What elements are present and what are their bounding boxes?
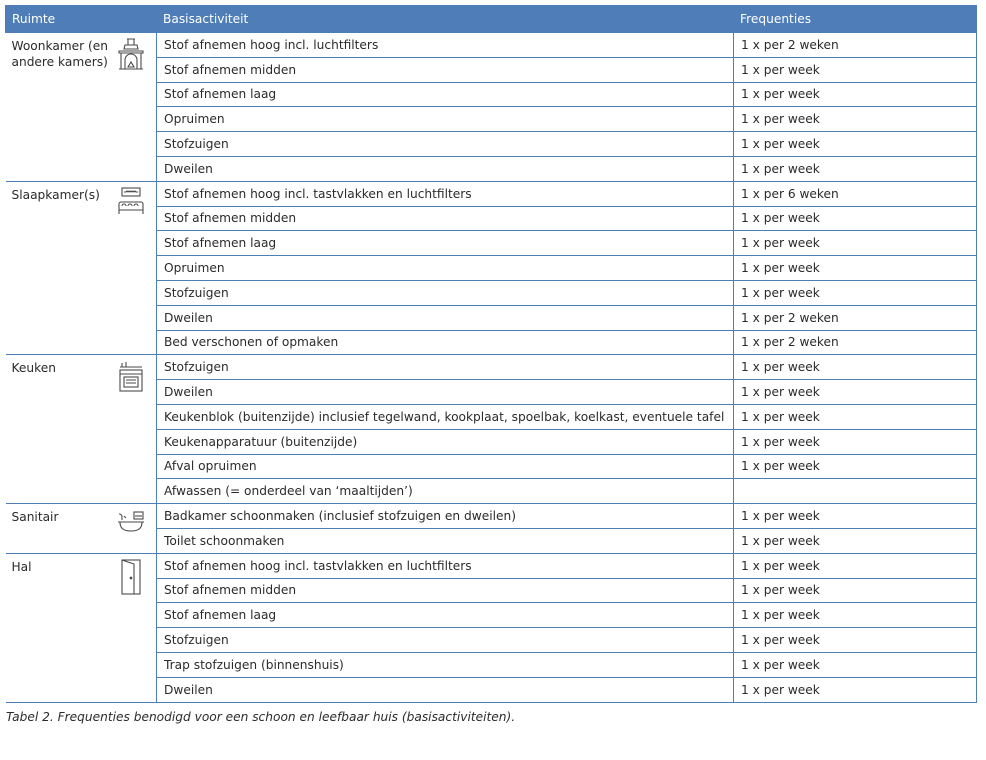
room-cell	[6, 553, 157, 702]
activity-cell: Toilet schoonmaken	[157, 528, 734, 553]
room-cell	[6, 504, 157, 554]
activity-cell: Dweilen	[157, 305, 734, 330]
table-header	[6, 6, 977, 33]
activity-cell: Stof afnemen laag	[157, 603, 734, 628]
frequency-cell: 1 x per week	[734, 206, 977, 231]
frequency-cell: 1 x per 6 weken	[734, 181, 977, 206]
activity-cell: Stof afnemen midden	[157, 57, 734, 82]
table-container	[5, 5, 976, 724]
frequency-cell: 1 x per week	[734, 528, 977, 553]
room-name: Hal	[11, 559, 32, 574]
frequency-cell: 1 x per week	[734, 57, 977, 82]
frequency-cell: 1 x per week	[734, 82, 977, 107]
frequency-cell: 1 x per week	[734, 355, 977, 380]
activity-cell: Dweilen	[157, 677, 734, 702]
door-icon	[116, 558, 146, 599]
frequency-cell: 1 x per week	[734, 132, 977, 157]
table-row	[6, 181, 977, 206]
activity-cell: Stof afnemen midden	[157, 578, 734, 603]
frequency-cell: 1 x per week	[734, 677, 977, 702]
room-name: Sanitair	[11, 510, 59, 525]
activity-cell: Afwassen (= onderdeel van ‘maaltijden’)	[157, 479, 734, 504]
activity-cell: Stofzuigen	[157, 280, 734, 305]
frequency-cell: 1 x per week	[734, 380, 977, 405]
frequency-cell: 1 x per week	[734, 553, 977, 578]
fireplace-icon	[116, 37, 146, 74]
stove-icon	[116, 359, 146, 396]
frequency-cell: 1 x per week	[734, 429, 977, 454]
frequency-cell: 1 x per week	[734, 504, 977, 529]
frequency-cell: 1 x per week	[734, 156, 977, 181]
room-cell	[6, 355, 157, 504]
frequency-cell: 1 x per week	[734, 652, 977, 677]
activity-cell: Keukenblok (buitenzijde) inclusief tegelwand, kookplaat, spoelbak, koelkast, eventuele tafel	[157, 404, 734, 429]
frequency-cell: 1 x per week	[734, 280, 977, 305]
activity-cell: Stof afnemen hoog incl. tastvlakken en luchtfilters	[157, 181, 734, 206]
frequency-cell: 1 x per 2 weken	[734, 305, 977, 330]
frequency-table	[5, 5, 977, 703]
activity-cell: Dweilen	[157, 380, 734, 405]
frequency-cell	[734, 479, 977, 504]
frequency-cell: 1 x per 2 weken	[734, 330, 977, 355]
activity-cell: Stofzuigen	[157, 355, 734, 380]
room-cell	[6, 33, 157, 182]
activity-cell: Trap stofzuigen (binnenshuis)	[157, 652, 734, 677]
bathtub-icon	[116, 508, 146, 545]
activity-cell: Opruimen	[157, 256, 734, 281]
table-row	[6, 355, 977, 380]
frequency-cell: 1 x per week	[734, 231, 977, 256]
header-frequenties: Frequenties	[734, 6, 977, 33]
activity-cell: Dweilen	[157, 156, 734, 181]
header-ruimte: Ruimte	[6, 6, 157, 33]
room-name: Woonkamer (en andere kamers)	[11, 39, 109, 69]
table-body	[6, 33, 977, 703]
table-row	[6, 504, 977, 529]
frequency-cell: 1 x per week	[734, 404, 977, 429]
activity-cell: Stofzuigen	[157, 628, 734, 653]
activity-cell: Opruimen	[157, 107, 734, 132]
frequency-cell: 1 x per week	[734, 578, 977, 603]
header-basisactiviteit: Basisactiviteit	[157, 6, 734, 33]
activity-cell: Badkamer schoonmaken (inclusief stofzuigen en dweilen)	[157, 504, 734, 529]
room-name: Keuken	[11, 361, 56, 376]
frequency-cell: 1 x per 2 weken	[734, 33, 977, 58]
activity-cell: Stof afnemen hoog incl. luchtfilters	[157, 33, 734, 58]
activity-cell: Bed verschonen of opmaken	[157, 330, 734, 355]
activity-cell: Stofzuigen	[157, 132, 734, 157]
table-caption: Tabel 2. Frequenties benodigd voor een schoon en leefbaar huis (basisactiviteiten).	[6, 709, 516, 724]
frequency-cell: 1 x per week	[734, 628, 977, 653]
frequency-cell: 1 x per week	[734, 603, 977, 628]
header-row	[6, 6, 977, 33]
frequency-cell: 1 x per week	[734, 256, 977, 281]
frequency-cell: 1 x per week	[734, 454, 977, 479]
activity-cell: Keukenapparatuur (buitenzijde)	[157, 429, 734, 454]
room-cell	[6, 181, 157, 355]
table-row	[6, 553, 977, 578]
table-row	[6, 33, 977, 58]
activity-cell: Stof afnemen midden	[157, 206, 734, 231]
room-name: Slaapkamer(s)	[11, 187, 100, 202]
frequency-cell: 1 x per week	[734, 107, 977, 132]
activity-cell: Stof afnemen laag	[157, 231, 734, 256]
activity-cell: Afval opruimen	[157, 454, 734, 479]
bed-icon	[116, 186, 146, 223]
activity-cell: Stof afnemen hoog incl. tastvlakken en luchtfilters	[157, 553, 734, 578]
activity-cell: Stof afnemen laag	[157, 82, 734, 107]
